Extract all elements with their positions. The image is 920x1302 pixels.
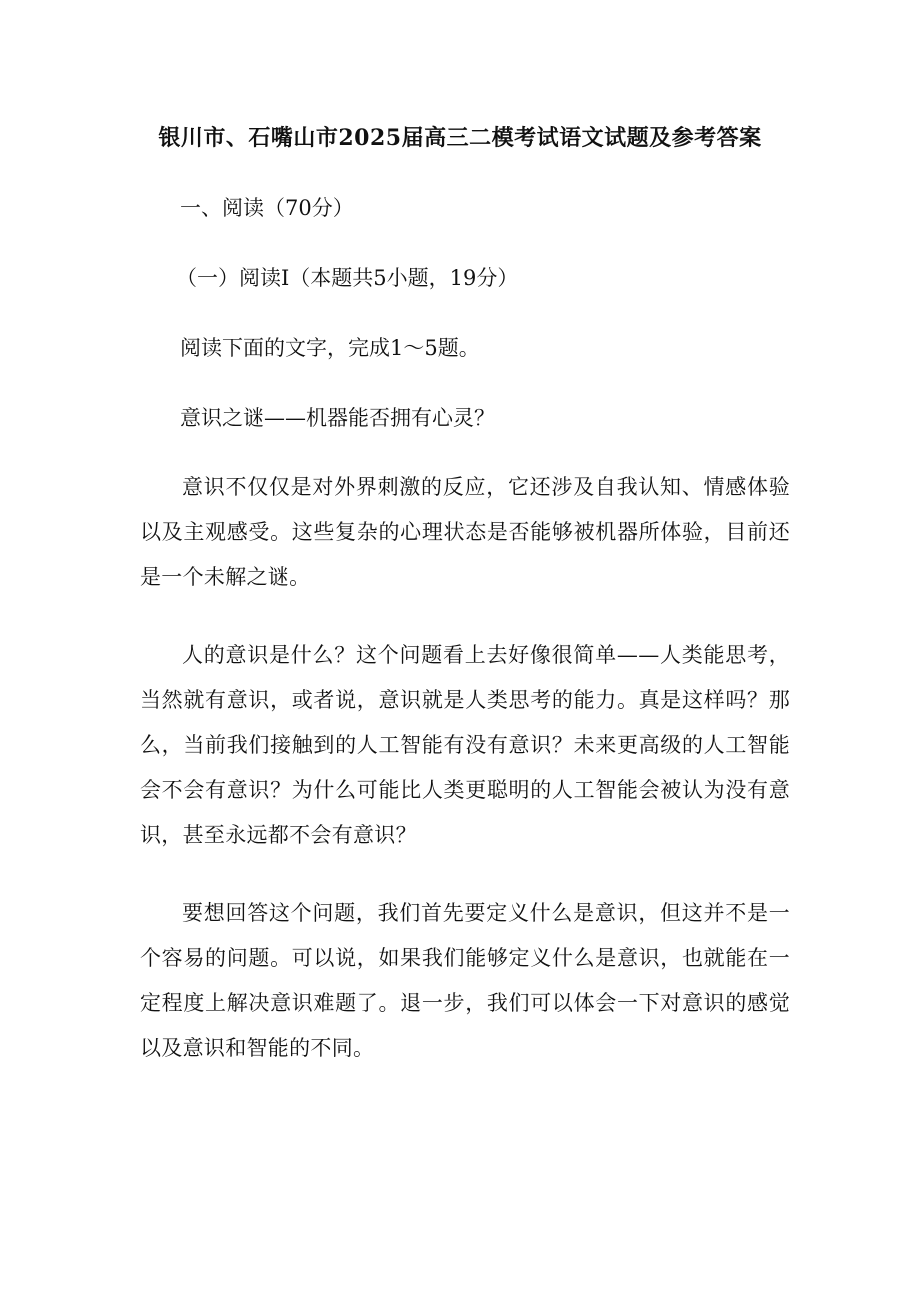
paragraph-2: 人的意识是什么？这个问题看上去好像很简单——人类能思考，当然就有意识，或者说，意识就是人类思考的能力。真是这样吗？那么，当前我们接触到的人工智能有没有意识？未来更高级的人工智能会不会有意识？为什么可能比人类更聪明的人工智能会被认为没有意识，甚至永远都不会有意识？ — [140, 643, 790, 847]
section-heading: 一、阅读（70分） — [180, 196, 354, 220]
document-title: 银川市、石嘴山市2025届高三二模考试语文试题及参考答案 — [158, 125, 762, 151]
paragraph-1: 意识不仅仅是对外界刺激的反应，它还涉及自我认知、情感体验以及主观感受。这些复杂的心理状态是否能够被机器所体验，目前还是一个未解之谜。 — [140, 475, 790, 589]
paragraph-3: 要想回答这个问题，我们首先要定义什么是意识，但这并不是一个容易的问题。可以说，如果我们能够定义什么是意识，也就能在一定程度上解决意识难题了。退一步，我们可以体会一下对意识的感觉以及意识和智能的不同。 — [140, 901, 790, 1060]
article-title: 意识之谜——机器能否拥有心灵？ — [180, 406, 495, 430]
reading-instruction: 阅读下面的文字，完成1～5题。 — [180, 336, 480, 360]
subsection-heading: （一）阅读Ⅰ（本题共5小题，19分） — [176, 266, 519, 290]
